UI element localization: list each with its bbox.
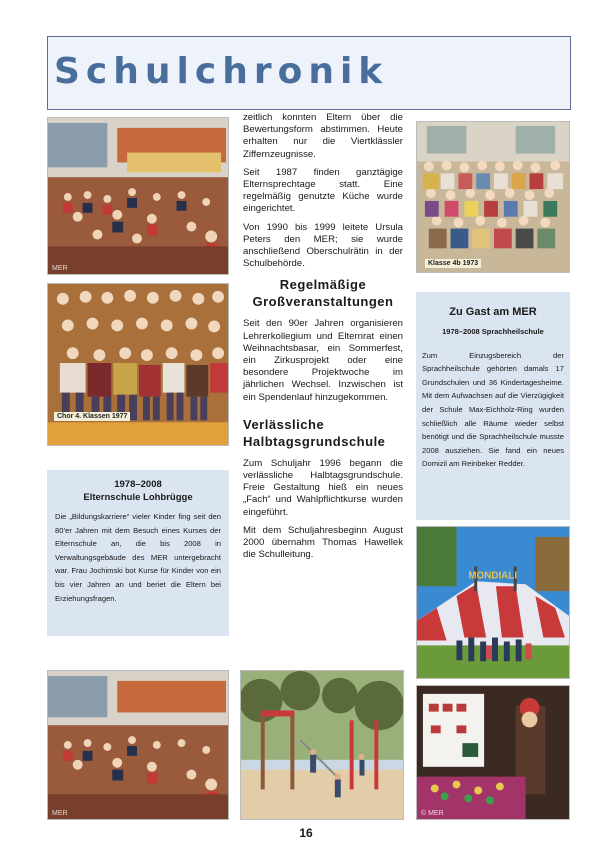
gast-box	[416, 292, 570, 520]
paragraph-halbtagsgrundschule: Zum Schuljahr 1996 begann die verlässliche Halbtagsgrundschule. Freie Gestaltung hieß ein neues „Fach“ und Wahlpflichtkurse wurden eingeführt.	[243, 457, 403, 518]
photo-watermark: MER	[52, 810, 68, 817]
photo-caption: Chor 4. Klassen 1977	[54, 412, 130, 421]
paragraph-ursula-peters: Von 1990 bis 1999 leitete Ursula Peters den MER; sie wurde anschließend Oberschulrätin in der Schulbehörde.	[243, 221, 403, 270]
paragraph-elternsprechtage: Seit 1987 finden ganztägige Elternsprechtage statt. Eine regelmäßig genutzte Küche wurde eingerichtet.	[243, 166, 403, 215]
page-number: 16	[299, 826, 313, 840]
gast-title: Zu Gast am MER	[449, 306, 537, 318]
title-box	[47, 36, 571, 110]
elternschule-body: Die „Bildungskarriere“ vieler Kinder fing seit den 80’er Jahren mit dem Besuch eines Kurses der Elternschule an, die bis 2008 in Verwaltungsgebäude des MER untergebracht war. Frau Jochimski bot Kurse für Kinder von ein bis vier Jahren an und beriet die Eltern bei Erziehungsfragen.	[55, 512, 221, 603]
elternschule-title-year: 1978–2008	[114, 479, 162, 490]
heading-grossveranstaltungen: Regelmäßige Großveranstaltungen	[252, 277, 394, 310]
photo-caption: Klasse 4b 1973	[425, 259, 481, 268]
photo-teacher-stall	[416, 685, 570, 820]
elternschule-box	[47, 470, 229, 636]
page-title: Schulchronik	[54, 51, 389, 92]
gast-body: Zum Einzugsbereich der Sprachheilschule gehörten damals 17 Grundschulen und 36 Kindertagesheime. Mit dem Aufwachsen auf die Vierzügigkeit der Schule Max-Eichholz-Ring wurden schließlich alle Räume wieder selbst benötigt und die Sprachheilschule musste 2008 ausziehen. Sie fand ein neues Domizil am Reinbeker Redder.	[422, 350, 564, 469]
photo-playground	[240, 670, 404, 820]
photo-class-4b	[416, 121, 570, 273]
photo-circus-tent	[416, 526, 570, 679]
photo-watermark: MER	[52, 265, 68, 272]
paragraph-veranstaltungen: Seit den 90er Jahren organisieren Lehrerkollegium und Elternrat einen Weihnachtsbasar, ein Sommerfest, ein Zirkusprojekt oder eine besondere Projektwoche im jährlichen Wechsel. Inzwischen ist ein Spendenlauf hinzugekommen.	[243, 318, 403, 403]
photo-classroom-top	[47, 117, 229, 275]
paragraph-schulleitung: Mit dem Schuljahresbeginn August 2000 übernahm Thomas Hawellek die Schulleitung.	[243, 524, 403, 561]
photo-classroom-bottom	[47, 670, 229, 820]
middle-column	[243, 112, 403, 567]
gast-subtitle: 1978–2008 Sprachheilschule	[442, 327, 544, 336]
photo-choir	[47, 283, 229, 446]
tent-label: MONDIALI	[468, 570, 518, 582]
photo-watermark: © MER	[421, 810, 444, 817]
heading-halbtagsgrundschule: Verlässliche Halbtagsgrundschule	[243, 416, 386, 449]
elternschule-title: Elternschule Lohbrügge	[83, 492, 193, 503]
paragraph-intro: zeitlich konnten Eltern über die Bewertungsform abstimmen. Heute erhalten nur die Viertklässler Ziffernzeugnisse.	[243, 112, 403, 160]
